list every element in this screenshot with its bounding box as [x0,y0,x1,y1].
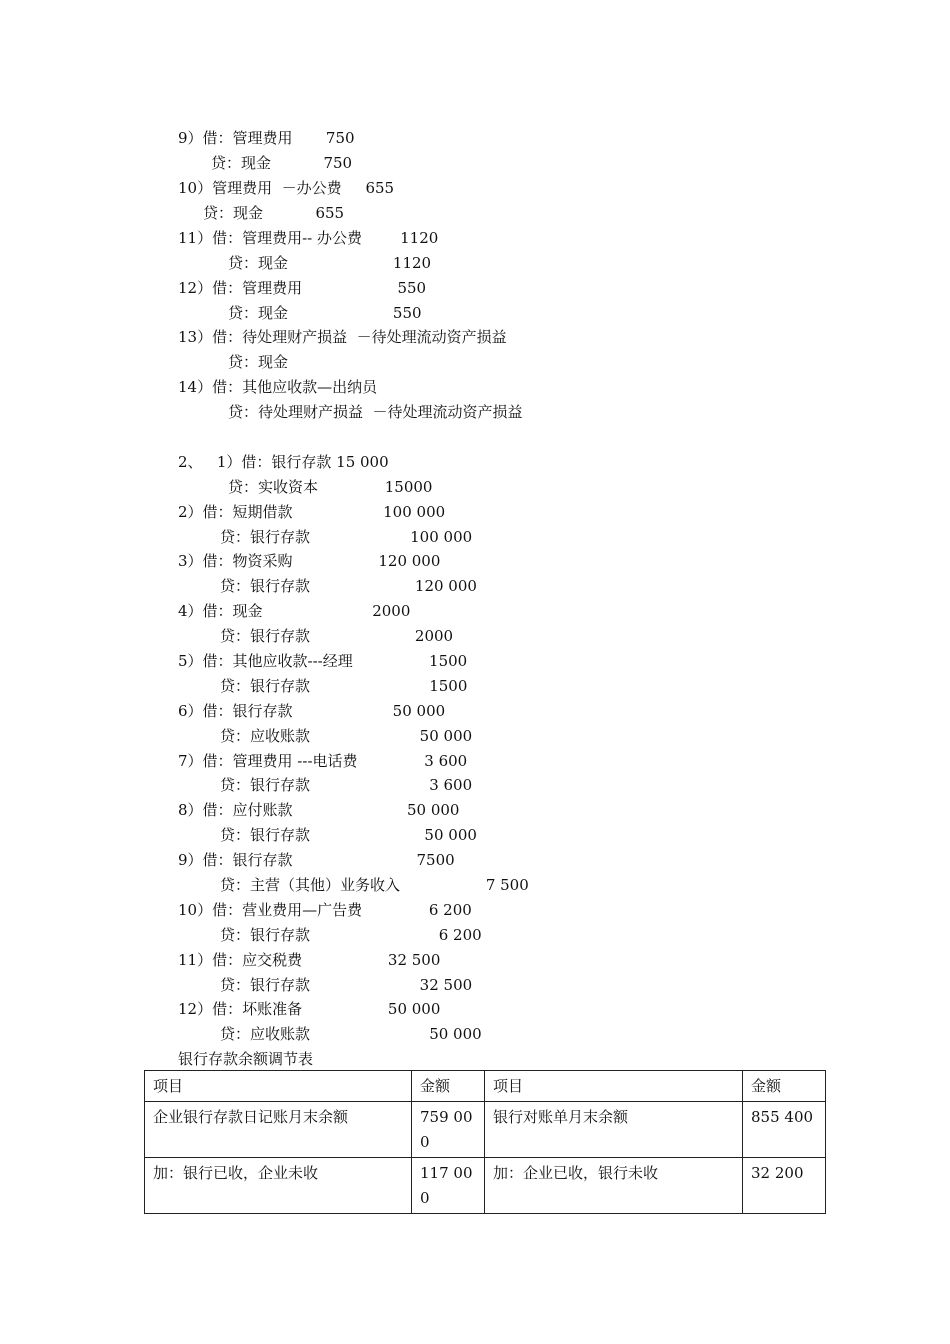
journal-line: 贷：银行存款 6 200 [220,926,482,944]
table-row [145,1102,826,1158]
journal-line: 10）管理费用 －办公费 655 [178,179,395,197]
journal-line: 14）借：其他应收款—出纳员 [178,378,378,396]
journal-line: 贷：银行存款 3 600 [220,776,473,794]
journal-line: 12）借：管理费用 550 [178,279,427,297]
journal-line: 5）借：其他应收款---经理 1500 [178,652,468,670]
journal-line: 4）借：现金 2000 [178,602,411,620]
table-cell: 银行对账单月末余额 [485,1102,743,1158]
journal-line: 贷：应收账款 50 000 [220,1025,482,1043]
journal-line: 6）借：银行存款 50 000 [178,702,446,720]
journal-line: 贷：现金 750 [211,154,353,172]
journal-line: 3）借：物资采购 120 000 [178,552,441,570]
header-cell: 项目 [485,1071,743,1102]
journal-line: 2、 1）借：银行存款 15 000 [178,453,389,471]
bank-reconciliation-table [144,1070,826,1214]
journal-line: 10）借：营业费用—广告费 6 200 [178,901,472,919]
journal-line: 11）借：应交税费 32 500 [178,951,441,969]
journal-line: 9）借：银行存款 7500 [178,851,455,869]
journal-line: 贷：银行存款 2000 [220,627,454,645]
journal-line: 贷：现金 550 [228,304,422,322]
journal-line: 13）借：待处理财产损益 －待处理流动资产损益 [178,328,507,346]
table-caption: 银行存款余额调节表 [178,1050,314,1068]
journal-line: 贷：应收账款 50 000 [220,727,473,745]
journal-line: 9）借：管理费用 750 [178,129,355,147]
table-cell: 117 000 [412,1158,485,1214]
table-cell: 32 200 [743,1158,826,1214]
journal-line: 2）借：短期借款 100 000 [178,503,446,521]
table-cell: 企业银行存款日记账月末余额 [145,1102,412,1158]
journal-line: 贷：银行存款 100 000 [220,528,473,546]
table-cell: 855 400 [743,1102,826,1158]
journal-line: 贷：现金 [228,353,289,371]
table-row [145,1158,826,1214]
journal-line: 贷：现金 655 [203,204,345,222]
table-header-row [145,1071,826,1102]
header-cell: 金额 [743,1071,826,1102]
journal-line: 8）借：应付账款 50 000 [178,801,460,819]
header-cell: 金额 [412,1071,485,1102]
journal-line: 贷：银行存款 1500 [220,677,468,695]
journal-line: 贷：银行存款 50 000 [220,826,477,844]
journal-line: 贷：银行存款 120 000 [220,577,477,595]
journal-line: 11）借：管理费用-- 办公费 1120 [178,229,439,247]
header-cell: 项目 [145,1071,412,1102]
journal-line: 7）借：管理费用 ---电话费 3 600 [178,752,468,770]
journal-line: 贷：银行存款 32 500 [220,976,473,994]
table-cell: 759 000 [412,1102,485,1158]
journal-line: 12）借：坏账准备 50 000 [178,1000,441,1018]
journal-line: 贷：实收资本 15000 [228,478,433,496]
journal-line: 贷：主营（其他）业务收入 7 500 [220,876,529,894]
table-cell: 加：企业已收，银行未收 [485,1158,743,1214]
table-cell: 加：银行已收，企业未收 [145,1158,412,1214]
journal-line: 贷：待处理财产损益 －待处理流动资产损益 [228,403,523,421]
journal-line: 贷：现金 1120 [228,254,432,272]
